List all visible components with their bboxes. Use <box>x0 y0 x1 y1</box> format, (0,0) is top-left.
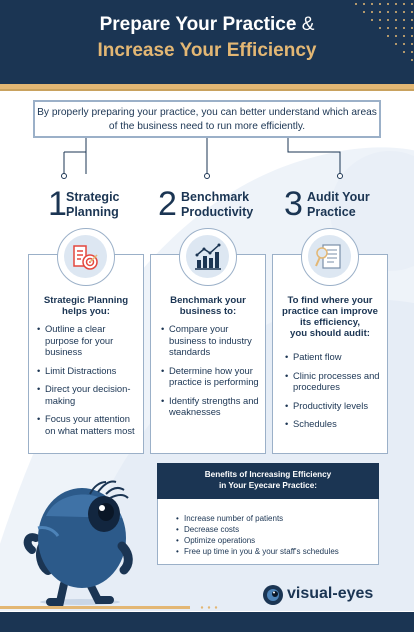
step-2-label: Benchmark Productivity <box>181 190 254 219</box>
bar-chart-icon <box>179 228 237 286</box>
bar-chart-icon-circle <box>179 228 237 286</box>
list-item: • Optimize operations <box>176 535 339 546</box>
card-1-list <box>37 323 141 443</box>
audit-magnifier-icon <box>301 228 359 286</box>
step-2-number: 2 <box>158 185 177 223</box>
list-item: • Identify strengths and weaknesses <box>161 395 263 418</box>
card-2-heading: Benchmark your business to: <box>170 295 246 317</box>
list-item: • Productivity levels <box>285 400 385 412</box>
list-item: • Patient flow <box>285 351 385 363</box>
list-item: • Free up time in you & your staff's schedules <box>176 546 339 557</box>
strategy-target-icon <box>57 228 115 286</box>
bottom-bar <box>0 612 414 632</box>
intro-text-box: By properly preparing your practice, you can better understand which areas of the business need to run more efficiently. <box>33 100 381 138</box>
list-item: • Outline a clear purpose for your business <box>37 323 141 358</box>
list-item: • Compare your business to industry standards <box>161 323 263 358</box>
step-1-label: Strategic Planning <box>66 190 120 219</box>
step-3-heading <box>284 186 394 230</box>
title-ampersand: & <box>301 14 315 35</box>
strategy-target-icon-circle <box>57 228 115 286</box>
eye-mascot-illustration <box>18 466 144 606</box>
audit-magnifier-icon-circle <box>301 228 359 286</box>
step-3-label: Audit Your Practice <box>307 190 370 219</box>
benefits-box <box>157 499 379 565</box>
title-line-2: Increase Your Efficiency <box>97 40 317 61</box>
card-3-heading: To find where your practice can improve its efficiency, you should audit: <box>282 295 378 339</box>
logo-text: visual-eyes <box>287 585 374 602</box>
step-1-heading <box>48 186 148 230</box>
list-item: • Direct your decision-making <box>37 383 141 406</box>
eye-logo-icon <box>262 584 284 606</box>
list-item: • Clinic processes and procedures <box>285 370 385 393</box>
connector-lines <box>0 138 414 188</box>
card-3-list <box>285 351 385 437</box>
list-item: • Determine how your practice is performing <box>161 365 263 388</box>
card-2-list <box>161 323 263 425</box>
card-1-heading: Strategic Planning helps you: <box>43 295 129 317</box>
title-line-1: Prepare Your Practice & <box>99 14 315 35</box>
benefits-list <box>176 513 339 557</box>
benefits-title: Benefits of Increasing Efficiency in Your Eyecare Practice: <box>157 463 379 499</box>
list-item: • Increase number of patients <box>176 513 339 524</box>
list-item: • Schedules <box>285 418 385 430</box>
list-item: • Limit Distractions <box>37 365 141 377</box>
header-banner <box>0 0 414 84</box>
step-3-number: 3 <box>284 185 303 223</box>
step-1-number: 1 <box>48 185 67 223</box>
list-item: • Focus your attention on what matters most <box>37 413 141 436</box>
step-2-heading <box>158 186 268 230</box>
list-item: • Decrease costs <box>176 524 339 535</box>
visual-eyes-logo <box>262 584 392 608</box>
